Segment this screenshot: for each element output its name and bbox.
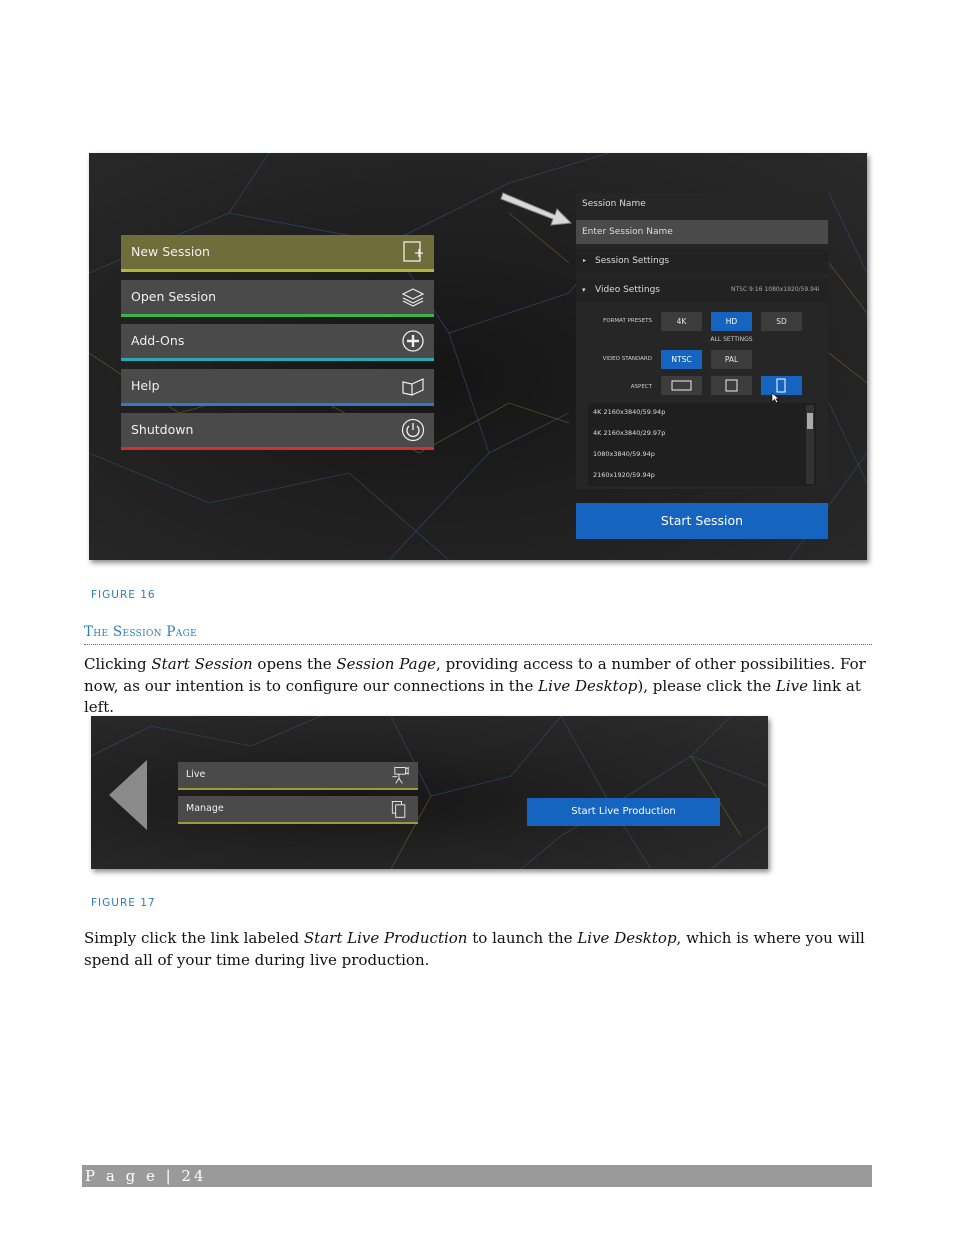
shutdown-label: Shutdown [131,422,194,437]
format-list-item[interactable]: 4K 2160x3840/59.94p [593,408,666,416]
manage-label: Manage [186,803,224,814]
start-live-production-button[interactable]: Start Live Production [527,798,720,826]
chevron-right-icon: ▸ [583,257,587,264]
aspect-square-icon [711,376,752,395]
new-session-button[interactable] [121,235,434,269]
aspect-label: ASPECT [630,384,652,390]
page-footer: P a g e | 24 [82,1165,872,1187]
add-ons-button[interactable] [121,324,434,358]
paragraph-session-page: Clicking Start Session opens the Session Page, providing access to a number of other possibilities. For now, as our intention is to configure our connections in the Live Desktop), please click the Live link at left. [84,655,866,716]
session-settings-panel [576,193,828,489]
video-standard-label: VIDEO STANDARD [602,356,652,362]
video-settings-value: NTSC 9:16 1080x1920/59.94i [731,286,820,293]
manage-link-button[interactable] [178,796,418,822]
new-session-underline [121,269,434,272]
help-label: Help [131,378,160,393]
live-label: Live [186,769,206,780]
aspect-vertical-icon [761,376,802,395]
preset-hd-button[interactable]: HD [711,312,752,331]
all-settings-label: ALL SETTINGS [710,336,753,343]
new-session-label: New Session [131,244,210,259]
back-arrow-icon[interactable] [107,758,149,832]
shutdown-button[interactable] [121,413,434,447]
book-icon [401,374,425,398]
start-session-button[interactable]: Start Session [576,503,828,539]
live-link-button[interactable] [178,762,418,788]
add-ons-label: Add-Ons [131,333,185,348]
preset-4k-button[interactable]: 4K [661,312,702,331]
video-settings-row[interactable] [576,278,828,302]
figure-17-screenshot [91,716,768,869]
figure-16-screenshot [89,153,867,560]
copy-pages-icon [389,799,409,819]
live-camera-icon [389,765,409,785]
chevron-down-icon: ▾ [582,286,586,294]
add-ons-underline [121,358,434,361]
section-heading: The Session Page [84,624,872,645]
format-list-item[interactable]: 2160x1920/59.94p [593,471,655,479]
live-underline [178,788,418,790]
plus-circle-icon [401,329,425,353]
format-list [588,403,816,486]
new-session-icon [401,240,425,264]
power-icon [401,418,425,442]
figure-17-caption: FIGURE 17 [91,897,156,909]
ntsc-button[interactable]: NTSC [661,350,702,369]
background-network-lines [91,716,768,869]
layers-icon [401,285,425,309]
open-session-label: Open Session [131,289,217,304]
shutdown-underline [121,447,434,450]
help-underline [121,403,434,406]
video-settings-label: Video Settings [595,285,660,295]
help-button[interactable] [121,369,434,403]
session-settings-label: Session Settings [595,256,670,266]
manage-underline [178,822,418,824]
format-presets-label: FORMAT PRESETS [603,318,652,324]
format-list-item[interactable]: 4K 2160x3840/29.97p [593,429,666,437]
paragraph-start-live: Simply click the link labeled Start Live Production to launch the Live Desktop, which is where you will spend all of your time during live production. [84,929,865,969]
pal-button[interactable]: PAL [711,350,752,369]
session-name-label: Session Name [582,199,646,209]
aspect-vertical-button[interactable] [761,376,802,395]
open-session-underline [121,314,434,317]
aspect-wide-icon [661,376,702,395]
open-session-button[interactable] [121,280,434,314]
scrollbar-thumb[interactable] [807,413,813,429]
preset-sd-button[interactable]: SD [761,312,802,331]
figure-16-caption: FIGURE 16 [91,589,156,601]
pointer-arrow-icon [499,185,574,230]
format-list-scrollbar[interactable] [806,405,814,484]
aspect-wide-button[interactable] [661,376,702,395]
session-name-input[interactable]: Enter Session Name [576,220,828,244]
format-list-item[interactable]: 1080x3840/59.94p [593,450,655,458]
session-settings-row[interactable] [576,249,828,273]
aspect-square-button[interactable] [711,376,752,395]
